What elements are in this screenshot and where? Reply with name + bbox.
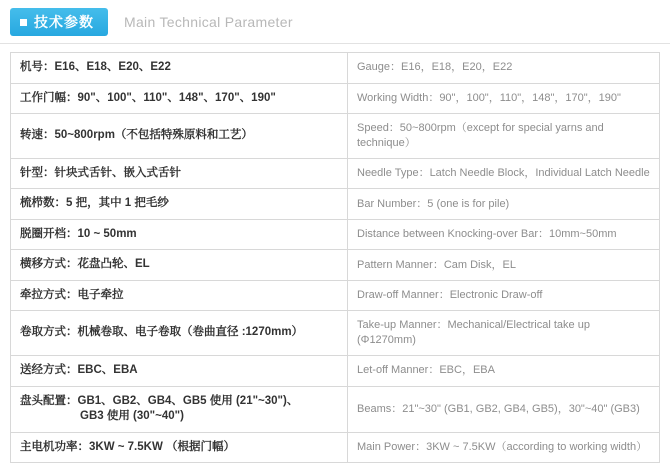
square-bullet-icon — [20, 19, 27, 26]
spec-cn: 转速：50~800rpm（不包括特殊原料和工艺） — [11, 114, 348, 159]
spec-cn: 牵拉方式：电子牵拉 — [11, 280, 348, 311]
spec-cn: 送经方式：EBC、EBA — [11, 355, 348, 386]
spec-cn: 脱圈开档：10 ~ 50mm — [11, 219, 348, 250]
table-row — [11, 158, 660, 189]
spec-en: Gauge：E16，E18，E20，E22 — [348, 53, 660, 84]
page-title-en: Main Technical Parameter — [124, 14, 293, 30]
spec-en: Pattern Manner：Cam Disk，EL — [348, 250, 660, 281]
spec-en: Take-up Manner：Mechanical/Electrical take up (Φ1270mm) — [348, 311, 660, 356]
header-divider — [0, 43, 670, 44]
spec-table — [10, 52, 660, 463]
spec-en: Main Power：3KW ~ 7.5KW（according to working width） — [348, 432, 660, 463]
page-title-cn: 技术参数 — [34, 14, 94, 30]
table-row — [11, 250, 660, 281]
spec-cn-line1: 盘头配置：GB1、GB2、GB4、GB5 使用 (21"~30")、 — [20, 394, 299, 407]
table-row — [11, 311, 660, 356]
spec-en: Distance between Knocking-over Bar：10mm~50mm — [348, 219, 660, 250]
spec-en: Bar Number：5 (one is for pile) — [348, 189, 660, 220]
spec-en: Working Width：90"，100"，110"，148"，170"，190" — [348, 83, 660, 114]
spec-en: Speed：50~800rpm（except for special yarns and technique） — [348, 114, 660, 159]
spec-cn: 针型：针块式舌针、嵌入式舌针 — [11, 158, 348, 189]
table-row — [11, 189, 660, 220]
spec-cn: 主电机功率：3KW ~ 7.5KW （根据门幅） — [11, 432, 348, 463]
spec-cn: 卷取方式：机械卷取、电子卷取（卷曲直径 :1270mm） — [11, 311, 348, 356]
table-row — [11, 114, 660, 159]
table-row — [11, 355, 660, 386]
spec-cn: 工作门幅：90"、100"、110"、148"、170"、190" — [11, 83, 348, 114]
spec-en: Draw-off Manner：Electronic Draw-off — [348, 280, 660, 311]
spec-en: Beams：21"~30" (GB1, GB2, GB4, GB5)，30"~40" (GB3) — [348, 386, 660, 432]
table-row — [11, 432, 660, 463]
spec-cn: 梳栉数：5 把，其中 1 把毛纱 — [11, 189, 348, 220]
table-row — [11, 386, 660, 432]
spec-cn: 横移方式：花盘凸轮、EL — [11, 250, 348, 281]
page-title-tab — [10, 8, 108, 36]
spec-cn: 机号：E16、E18、E20、E22 — [11, 53, 348, 84]
spec-cn — [11, 386, 348, 432]
spec-en: Needle Type：Latch Needle Block，Individual Latch Needle — [348, 158, 660, 189]
page-header — [0, 0, 670, 44]
spec-en: Let-off Manner：EBC，EBA — [348, 355, 660, 386]
table-row — [11, 83, 660, 114]
table-row — [11, 53, 660, 84]
table-row — [11, 280, 660, 311]
spec-cn-line2: GB3 使用 (30"~40") — [80, 410, 184, 423]
spec-table-wrap — [0, 44, 670, 463]
table-row — [11, 219, 660, 250]
